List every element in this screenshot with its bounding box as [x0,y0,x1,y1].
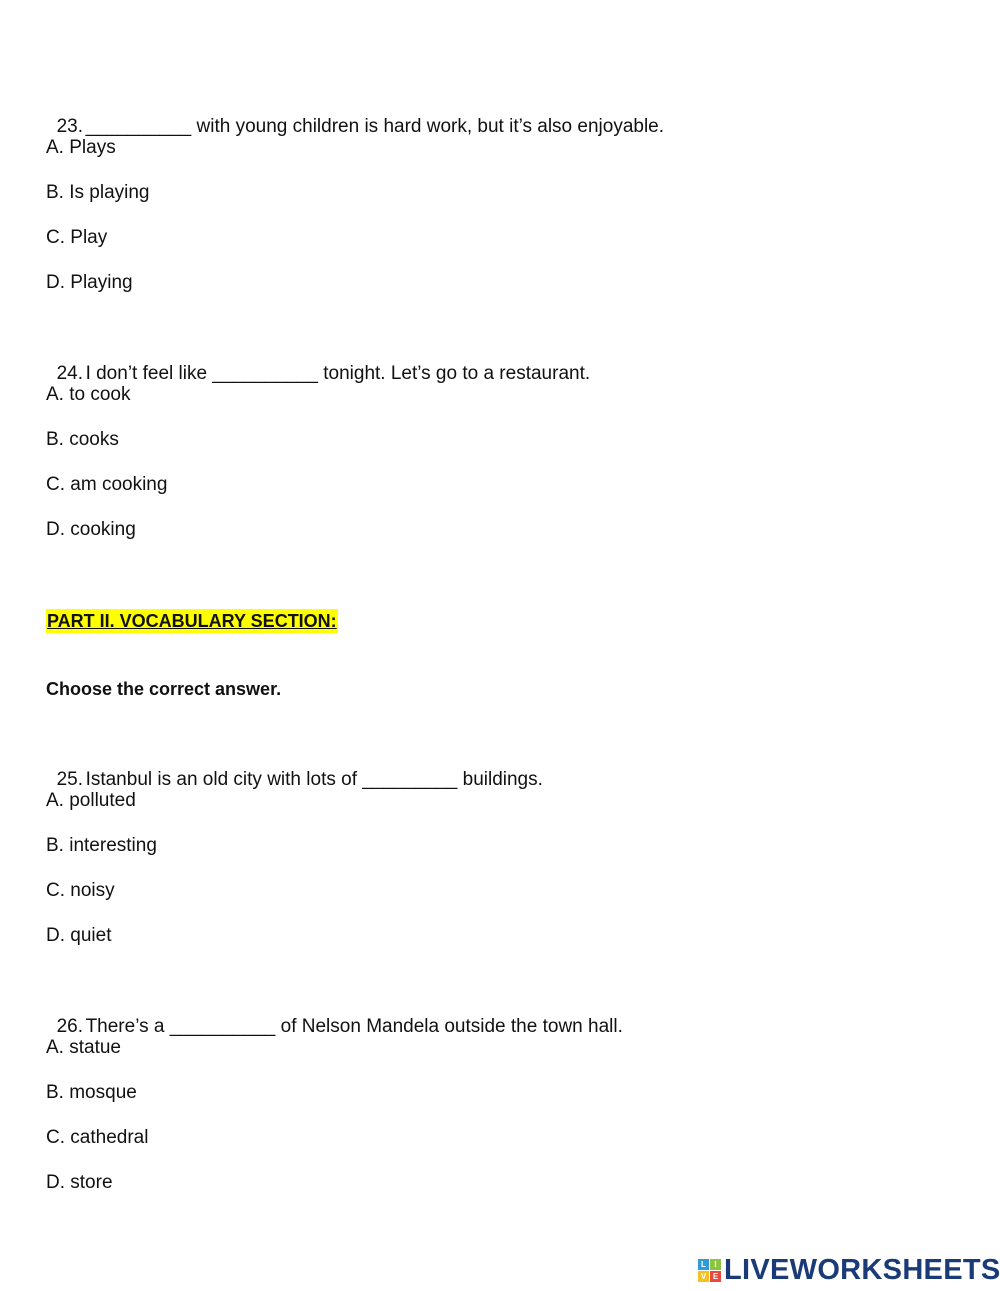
question-number: 25. [56,769,83,790]
question-number: 23. [56,116,83,137]
logo-badge-letter: E [710,1271,721,1282]
option-23-b: B. Is playing [46,182,150,203]
option-26-a: A. statue [46,1037,121,1058]
question-24 [46,338,590,386]
section-instruction: Choose the correct answer. [46,679,282,699]
question-23 [46,91,664,139]
option-23-a: A. Plays [46,137,116,158]
option-25-c: C. noisy [46,880,115,901]
question-26 [46,991,623,1039]
question-number: 24. [56,363,83,384]
question-25 [46,744,543,792]
question-text: Istanbul is an old city with lots of _________ buildings. [85,769,543,790]
option-25-b: B. interesting [46,835,157,856]
part-title: PART II. VOCABULARY SECTION: [47,611,337,631]
option-25-d: D. quiet [46,925,112,946]
question-text: There’s a __________ of Nelson Mandela outside the town hall. [85,1016,623,1037]
question-text: __________ with young children is hard work, but it’s also enjoyable. [85,116,665,137]
liveworksheets-logo [698,1254,1000,1286]
question-number: 26. [56,1016,83,1037]
logo-badge-icon [698,1259,721,1282]
logo-badge-letter: I [710,1259,721,1270]
option-24-c: C. am cooking [46,474,168,495]
option-26-b: B. mosque [46,1082,137,1103]
logo-badge-letter: L [698,1259,709,1270]
option-23-c: C. Play [46,227,108,248]
question-text: I don’t feel like __________ tonight. Let’s go to a restaurant. [85,363,591,384]
logo-text: LIVEWORKSHEETS [724,1253,1000,1286]
option-24-a: A. to cook [46,384,131,405]
option-26-d: D. store [46,1172,113,1193]
option-23-d: D. Playing [46,272,133,293]
option-26-c: C. cathedral [46,1127,149,1148]
option-25-a: A. polluted [46,790,136,811]
logo-badge-letter: V [698,1271,709,1282]
option-24-b: B. cooks [46,429,119,450]
option-24-d: D. cooking [46,519,136,540]
